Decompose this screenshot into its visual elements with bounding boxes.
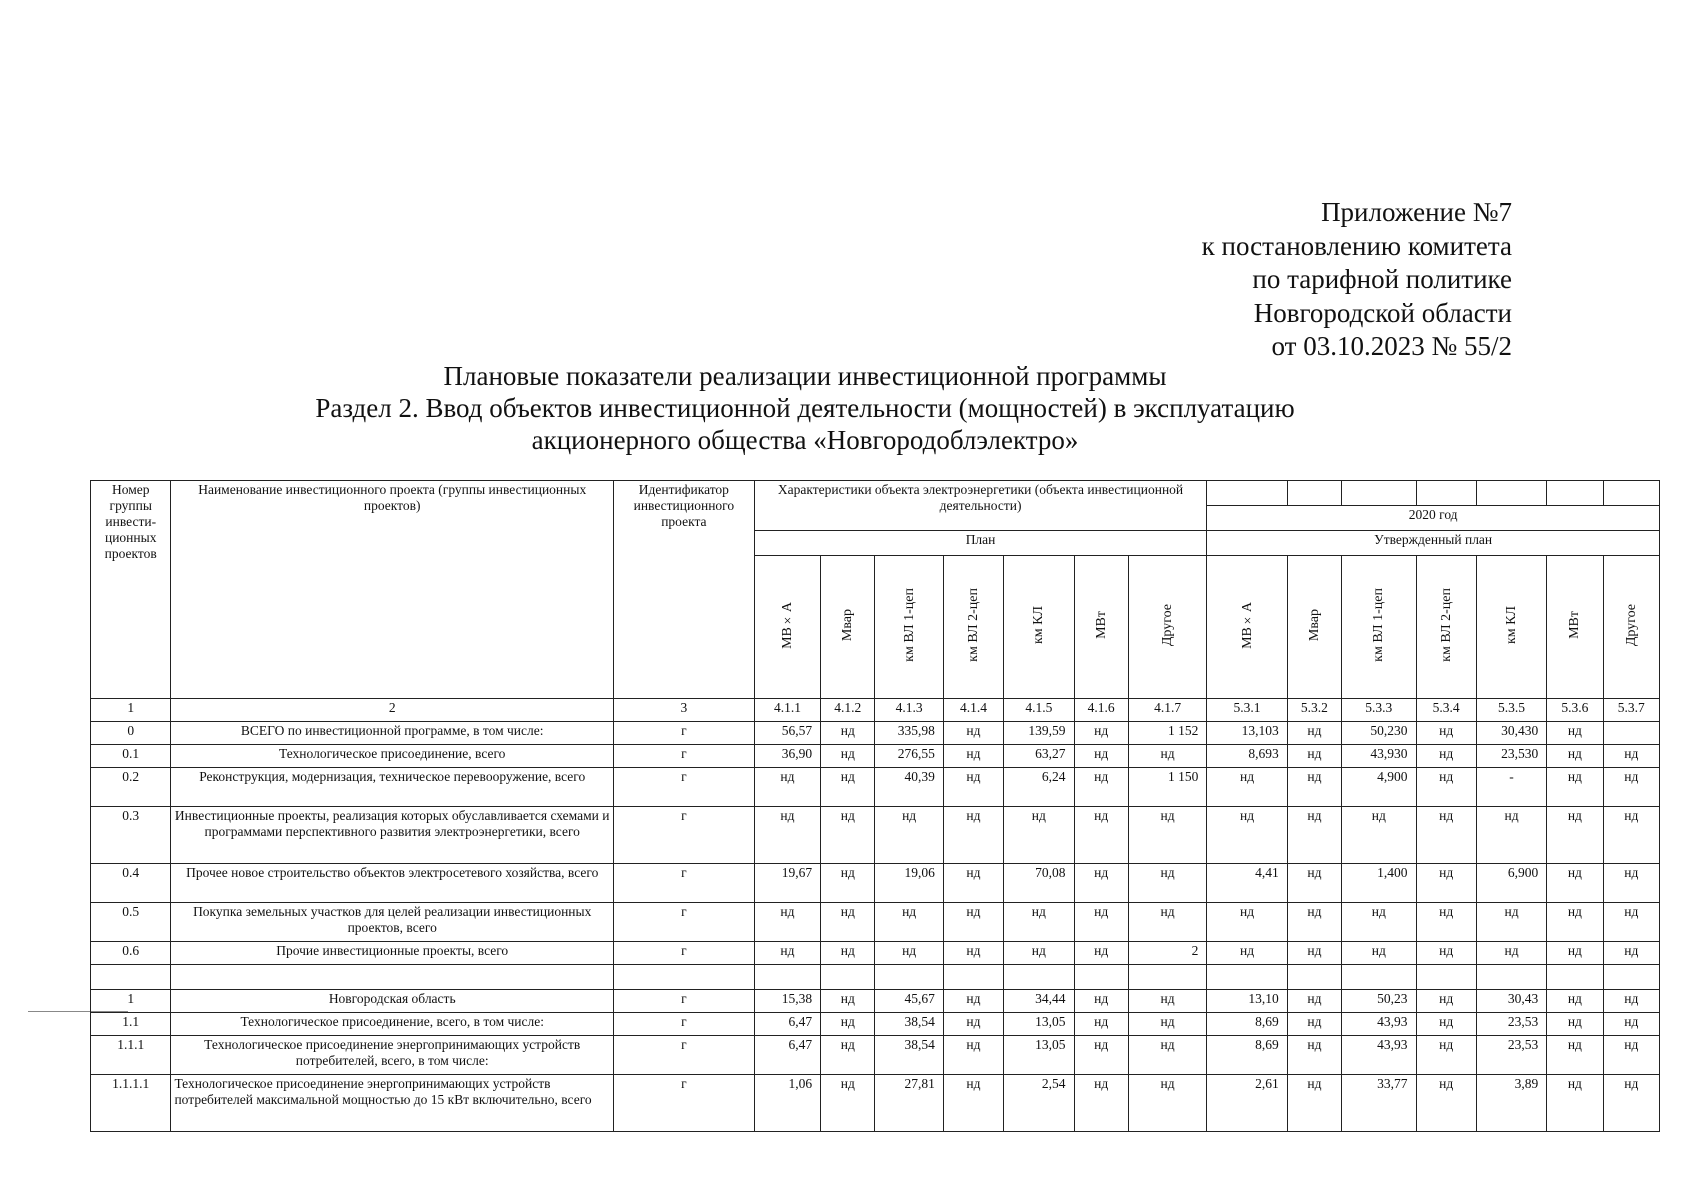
value-cell: нд bbox=[1074, 807, 1128, 864]
value-cell: 276,55 bbox=[875, 745, 943, 768]
unit-header-label: км КЛ bbox=[1031, 606, 1047, 644]
value-cell: 40,39 bbox=[875, 768, 943, 807]
value-cell: нд bbox=[821, 1013, 875, 1036]
value-cell: нд bbox=[754, 768, 820, 807]
value-cell: нд bbox=[754, 903, 820, 942]
unit-header-label: МВ×А bbox=[779, 601, 795, 649]
identifier-cell: г bbox=[613, 1013, 754, 1036]
value-cell: 4,900 bbox=[1342, 768, 1416, 807]
value-cell: нд bbox=[1287, 745, 1341, 768]
table-row bbox=[91, 1036, 1660, 1075]
project-name-cell: Прочие инвестиционные проекты, всего bbox=[171, 942, 614, 965]
value-cell: 38,54 bbox=[875, 1013, 943, 1036]
value-cell: 36,90 bbox=[754, 745, 820, 768]
value-cell: нд bbox=[1342, 807, 1416, 864]
header-group-number: Номер группы инвести-ционных проектов bbox=[91, 481, 171, 699]
value-cell: нд bbox=[1603, 942, 1659, 965]
group-number-cell: 0.6 bbox=[91, 942, 171, 965]
value-cell: 2,61 bbox=[1207, 1075, 1287, 1132]
value-cell: нд bbox=[943, 807, 1003, 864]
value-cell: 13,05 bbox=[1004, 1013, 1074, 1036]
value-cell: нд bbox=[1074, 942, 1128, 965]
identifier-cell: г bbox=[613, 768, 754, 807]
table-row bbox=[91, 722, 1660, 745]
project-name-cell: Инвестиционные проекты, реализация которых обуславливается схемами и программами перспективного развития электроэнергетики, всего bbox=[171, 807, 614, 864]
indicators-table bbox=[90, 480, 1660, 1132]
value-cell: нд bbox=[1004, 807, 1074, 864]
group-number-cell: 1.1 bbox=[91, 1013, 171, 1036]
value-cell: 50,23 bbox=[1342, 990, 1416, 1013]
value-cell: 3,89 bbox=[1476, 1075, 1546, 1132]
value-cell: нд bbox=[1416, 722, 1476, 745]
value-cell: 13,103 bbox=[1207, 722, 1287, 745]
value-cell: нд bbox=[1603, 1075, 1659, 1132]
group-number-cell: 1.1.1.1 bbox=[91, 1075, 171, 1132]
value-cell: 43,93 bbox=[1342, 1013, 1416, 1036]
unit-header-label: км ВЛ 2-цеп bbox=[1438, 588, 1454, 662]
value-cell: нд bbox=[943, 745, 1003, 768]
value-cell: 8,69 bbox=[1207, 1013, 1287, 1036]
column-number-cell: 4.1.7 bbox=[1128, 699, 1207, 722]
value-cell: 23,53 bbox=[1476, 1036, 1546, 1075]
value-cell: нд bbox=[1074, 1075, 1128, 1132]
value-cell: нд bbox=[1416, 807, 1476, 864]
project-name-cell: Технологическое присоединение, всего bbox=[171, 745, 614, 768]
identifier-cell: г bbox=[613, 807, 754, 864]
value-cell: нд bbox=[1603, 1013, 1659, 1036]
blank-cell bbox=[1004, 965, 1074, 990]
value-cell: 27,81 bbox=[875, 1075, 943, 1132]
value-cell: 4,41 bbox=[1207, 864, 1287, 903]
identifier-cell: г bbox=[613, 1036, 754, 1075]
value-cell: нд bbox=[1207, 903, 1287, 942]
column-number-cell: 5.3.1 bbox=[1207, 699, 1287, 722]
header-characteristics: Характеристики объекта электроэнергетики (объекта инвестиционной деятельности) bbox=[754, 481, 1207, 531]
value-cell: нд bbox=[1547, 1075, 1603, 1132]
header-row-numbers bbox=[91, 699, 1660, 722]
value-cell: нд bbox=[1287, 1036, 1341, 1075]
value-cell: 6,47 bbox=[754, 1036, 820, 1075]
column-number-cell: 2 bbox=[171, 699, 614, 722]
value-cell: 335,98 bbox=[875, 722, 943, 745]
appendix-block bbox=[1202, 196, 1512, 364]
title-line: Плановые показатели реализации инвестиционной программы bbox=[443, 361, 1167, 391]
value-cell: нд bbox=[1074, 722, 1128, 745]
value-cell: нд bbox=[1342, 903, 1416, 942]
blank-cell bbox=[943, 965, 1003, 990]
blank-row bbox=[91, 965, 1660, 990]
value-cell: 70,08 bbox=[1004, 864, 1074, 903]
table-row bbox=[91, 903, 1660, 942]
value-cell: нд bbox=[1074, 990, 1128, 1013]
value-cell: 33,77 bbox=[1342, 1075, 1416, 1132]
title-line: Раздел 2. Ввод объектов инвестиционной деятельности (мощностей) в эксплуатацию bbox=[315, 393, 1295, 423]
value-cell: нд bbox=[943, 1013, 1003, 1036]
appendix-line: к постановлению комитета bbox=[1201, 230, 1512, 261]
column-number-cell: 5.3.7 bbox=[1603, 699, 1659, 722]
title-line: акционерного общества «Новгородоблэлектро» bbox=[531, 425, 1079, 455]
blank-cell bbox=[821, 965, 875, 990]
value-cell: нд bbox=[1128, 807, 1207, 864]
column-number-cell: 5.3.5 bbox=[1476, 699, 1546, 722]
group-number-cell: 0.1 bbox=[91, 745, 171, 768]
unit-header-label: МВт bbox=[1093, 611, 1109, 639]
value-cell: нд bbox=[1128, 1036, 1207, 1075]
empty-header-cell bbox=[1476, 481, 1546, 506]
blank-cell bbox=[875, 965, 943, 990]
unit-header-cell bbox=[1342, 556, 1416, 699]
value-cell: нд bbox=[1416, 990, 1476, 1013]
value-cell: нд bbox=[1416, 1075, 1476, 1132]
group-number-cell: 1 bbox=[91, 990, 171, 1013]
value-cell: нд bbox=[1416, 1013, 1476, 1036]
value-cell: нд bbox=[1128, 990, 1207, 1013]
unit-header-cell bbox=[1476, 556, 1546, 699]
unit-header-label: Другое bbox=[1160, 603, 1176, 647]
value-cell: 6,24 bbox=[1004, 768, 1074, 807]
value-cell: 6,47 bbox=[754, 1013, 820, 1036]
value-cell: нд bbox=[1287, 903, 1341, 942]
empty-header-cell bbox=[1287, 481, 1341, 506]
appendix-line: Новгородской области bbox=[1253, 297, 1512, 328]
value-cell: нд bbox=[1074, 864, 1128, 903]
project-name-cell: Новгородская область bbox=[171, 990, 614, 1013]
value-cell: нд bbox=[1547, 1013, 1603, 1036]
identifier-cell: г bbox=[613, 903, 754, 942]
unit-header-cell bbox=[754, 556, 820, 699]
column-number-cell: 3 bbox=[613, 699, 754, 722]
value-cell: 1 152 bbox=[1128, 722, 1207, 745]
appendix-line: по тарифной политике bbox=[1252, 264, 1512, 294]
value-cell: нд bbox=[1287, 864, 1341, 903]
value-cell: нд bbox=[875, 942, 943, 965]
identifier-cell: г bbox=[613, 990, 754, 1013]
value-cell: нд bbox=[1603, 864, 1659, 903]
value-cell: нд bbox=[1287, 1013, 1341, 1036]
blank-cell bbox=[1416, 965, 1476, 990]
value-cell: 8,693 bbox=[1207, 745, 1287, 768]
value-cell: нд bbox=[1476, 807, 1546, 864]
value-cell: нд bbox=[1004, 903, 1074, 942]
identifier-cell: г bbox=[613, 1075, 754, 1132]
value-cell: 30,43 bbox=[1476, 990, 1546, 1013]
unit-header-cell bbox=[1287, 556, 1341, 699]
unit-header-label: Мвар bbox=[1306, 608, 1322, 642]
value-cell: 63,27 bbox=[1004, 745, 1074, 768]
value-cell: 19,67 bbox=[754, 864, 820, 903]
value-cell: нд bbox=[1603, 745, 1659, 768]
unit-header-label: Другое bbox=[1623, 603, 1639, 647]
value-cell: 23,53 bbox=[1476, 1013, 1546, 1036]
value-cell: нд bbox=[1547, 942, 1603, 965]
table-row bbox=[91, 745, 1660, 768]
value-cell: нд bbox=[1547, 903, 1603, 942]
empty-header-cell bbox=[1416, 481, 1476, 506]
value-cell: нд bbox=[1128, 1013, 1207, 1036]
unit-header-cell bbox=[821, 556, 875, 699]
unit-header-cell bbox=[1547, 556, 1603, 699]
project-name-cell: ВСЕГО по инвестиционной программе, в том числе: bbox=[171, 722, 614, 745]
value-cell: нд bbox=[1128, 745, 1207, 768]
value-cell: нд bbox=[1416, 768, 1476, 807]
column-number-cell: 5.3.4 bbox=[1416, 699, 1476, 722]
unit-header-label: МВ×А bbox=[1239, 601, 1255, 649]
value-cell: нд bbox=[943, 990, 1003, 1013]
table-row bbox=[91, 942, 1660, 965]
group-number-cell: 0.4 bbox=[91, 864, 171, 903]
value-cell: нд bbox=[1416, 745, 1476, 768]
value-cell: 38,54 bbox=[875, 1036, 943, 1075]
value-cell: нд bbox=[1074, 745, 1128, 768]
value-cell: нд bbox=[821, 807, 875, 864]
table-row bbox=[91, 1075, 1660, 1132]
empty-header-cell bbox=[1603, 481, 1659, 506]
project-name-cell: Прочее новое строительство объектов электросетевого хозяйства, всего bbox=[171, 864, 614, 903]
header-row-top bbox=[91, 481, 1660, 506]
unit-header-cell bbox=[875, 556, 943, 699]
value-cell: нд bbox=[1207, 807, 1287, 864]
value-cell: нд bbox=[1547, 990, 1603, 1013]
project-name-cell: Технологическое присоединение энергопринимающих устройств потребителей максимальной мощностью до 15 кВт включительно, всего bbox=[171, 1075, 614, 1132]
value-cell: 50,230 bbox=[1342, 722, 1416, 745]
value-cell: 2 bbox=[1128, 942, 1207, 965]
value-cell: 30,430 bbox=[1476, 722, 1546, 745]
value-cell: нд bbox=[1476, 942, 1546, 965]
group-number-cell: 0.5 bbox=[91, 903, 171, 942]
value-cell: нд bbox=[1603, 990, 1659, 1013]
unit-header-cell bbox=[1416, 556, 1476, 699]
value-cell bbox=[1603, 722, 1659, 745]
group-number-cell: 0.3 bbox=[91, 807, 171, 864]
blank-cell bbox=[91, 965, 171, 990]
value-cell: нд bbox=[821, 864, 875, 903]
value-cell: 1,06 bbox=[754, 1075, 820, 1132]
unit-header-label: Мвар bbox=[840, 608, 856, 642]
value-cell: нд bbox=[821, 1036, 875, 1075]
value-cell: нд bbox=[1004, 942, 1074, 965]
value-cell: 8,69 bbox=[1207, 1036, 1287, 1075]
value-cell: нд bbox=[943, 722, 1003, 745]
value-cell: 19,06 bbox=[875, 864, 943, 903]
value-cell: нд bbox=[1416, 1036, 1476, 1075]
value-cell: нд bbox=[1074, 768, 1128, 807]
value-cell: 23,530 bbox=[1476, 745, 1546, 768]
blank-cell bbox=[613, 965, 754, 990]
column-number-cell: 5.3.2 bbox=[1287, 699, 1341, 722]
value-cell: 6,900 bbox=[1476, 864, 1546, 903]
value-cell: нд bbox=[1547, 745, 1603, 768]
group-number-cell: 1.1.1 bbox=[91, 1036, 171, 1075]
value-cell: 2,54 bbox=[1004, 1075, 1074, 1132]
blank-cell bbox=[1476, 965, 1546, 990]
column-number-cell: 4.1.5 bbox=[1004, 699, 1074, 722]
blank-cell bbox=[1207, 965, 1287, 990]
header-plan: План bbox=[754, 531, 1207, 556]
identifier-cell: г bbox=[613, 864, 754, 903]
header-year: 2020 год bbox=[1207, 506, 1660, 531]
header-identifier: Идентификатор инвестиционного проекта bbox=[613, 481, 754, 699]
value-cell: нд bbox=[1074, 1036, 1128, 1075]
value-cell: нд bbox=[821, 745, 875, 768]
column-number-cell: 4.1.6 bbox=[1074, 699, 1128, 722]
column-number-cell: 4.1.2 bbox=[821, 699, 875, 722]
identifier-cell: г bbox=[613, 745, 754, 768]
column-number-cell: 5.3.3 bbox=[1342, 699, 1416, 722]
identifier-cell: г bbox=[613, 942, 754, 965]
value-cell: 34,44 bbox=[1004, 990, 1074, 1013]
unit-header-cell bbox=[1004, 556, 1074, 699]
group-number-cell: 0.2 bbox=[91, 768, 171, 807]
unit-header-cell bbox=[1128, 556, 1207, 699]
value-cell: нд bbox=[1128, 1075, 1207, 1132]
value-cell: 43,93 bbox=[1342, 1036, 1416, 1075]
value-cell: 1,400 bbox=[1342, 864, 1416, 903]
value-cell: нд bbox=[1603, 807, 1659, 864]
value-cell: нд bbox=[1287, 1075, 1341, 1132]
blank-cell bbox=[171, 965, 614, 990]
value-cell: нд bbox=[943, 1036, 1003, 1075]
blank-cell bbox=[754, 965, 820, 990]
unit-header-label: МВт bbox=[1567, 611, 1583, 639]
column-number-cell: 4.1.4 bbox=[943, 699, 1003, 722]
value-cell: нд bbox=[821, 990, 875, 1013]
value-cell: нд bbox=[943, 1075, 1003, 1132]
unit-header-label: км ВЛ 1-цеп bbox=[901, 588, 917, 662]
value-cell: нд bbox=[1547, 722, 1603, 745]
value-cell: нд bbox=[943, 768, 1003, 807]
value-cell: нд bbox=[821, 903, 875, 942]
value-cell: нд bbox=[1603, 1036, 1659, 1075]
value-cell: нд bbox=[1128, 903, 1207, 942]
table-row bbox=[91, 864, 1660, 903]
unit-header-label: км ВЛ 1-цеп bbox=[1371, 588, 1387, 662]
header-project-name: Наименование инвестиционного проекта (группы инвестиционных проектов) bbox=[171, 481, 614, 699]
value-cell: 15,38 bbox=[754, 990, 820, 1013]
value-cell: нд bbox=[821, 722, 875, 745]
value-cell: нд bbox=[821, 1075, 875, 1132]
value-cell: нд bbox=[1074, 903, 1128, 942]
unit-header-cell bbox=[943, 556, 1003, 699]
value-cell: нд bbox=[1128, 864, 1207, 903]
value-cell: нд bbox=[754, 807, 820, 864]
value-cell: нд bbox=[1603, 768, 1659, 807]
value-cell: нд bbox=[1074, 1013, 1128, 1036]
value-cell: нд bbox=[875, 903, 943, 942]
column-number-cell: 1 bbox=[91, 699, 171, 722]
project-name-cell: Технологическое присоединение энергопринимающих устройств потребителей, всего, в том числе: bbox=[171, 1036, 614, 1075]
value-cell: нд bbox=[754, 942, 820, 965]
value-cell: нд bbox=[1547, 1036, 1603, 1075]
value-cell: 13,05 bbox=[1004, 1036, 1074, 1075]
value-cell: 43,930 bbox=[1342, 745, 1416, 768]
value-cell: нд bbox=[1287, 807, 1341, 864]
column-number-cell: 5.3.6 bbox=[1547, 699, 1603, 722]
value-cell: 1 150 bbox=[1128, 768, 1207, 807]
project-name-cell: Технологическое присоединение, всего, в том числе: bbox=[171, 1013, 614, 1036]
blank-cell bbox=[1074, 965, 1128, 990]
value-cell: нд bbox=[1416, 942, 1476, 965]
value-cell: нд bbox=[1476, 903, 1546, 942]
value-cell: нд bbox=[943, 864, 1003, 903]
project-name-cell: Реконструкция, модернизация, техническое перевооружение, всего bbox=[171, 768, 614, 807]
unit-header-cell bbox=[1207, 556, 1287, 699]
value-cell: нд bbox=[1547, 864, 1603, 903]
value-cell: нд bbox=[1287, 942, 1341, 965]
value-cell: нд bbox=[1287, 768, 1341, 807]
blank-cell bbox=[1287, 965, 1341, 990]
group-number-cell: 0 bbox=[91, 722, 171, 745]
unit-header-cell bbox=[1074, 556, 1128, 699]
table-row bbox=[91, 1013, 1660, 1036]
value-cell: 45,67 bbox=[875, 990, 943, 1013]
table-row bbox=[91, 990, 1660, 1013]
unit-header-cell bbox=[1603, 556, 1659, 699]
value-cell: нд bbox=[821, 768, 875, 807]
column-number-cell: 4.1.1 bbox=[754, 699, 820, 722]
table-row bbox=[91, 807, 1660, 864]
empty-header-cell bbox=[1207, 481, 1287, 506]
value-cell: нд bbox=[821, 942, 875, 965]
column-number-cell: 4.1.3 bbox=[875, 699, 943, 722]
value-cell: нд bbox=[1603, 903, 1659, 942]
blank-cell bbox=[1547, 965, 1603, 990]
value-cell: нд bbox=[1547, 768, 1603, 807]
empty-header-cell bbox=[1547, 481, 1603, 506]
value-cell: нд bbox=[1207, 942, 1287, 965]
table-body bbox=[91, 722, 1660, 1132]
value-cell: нд bbox=[943, 942, 1003, 965]
unit-header-label: км КЛ bbox=[1504, 606, 1520, 644]
blank-cell bbox=[1603, 965, 1659, 990]
appendix-line: Приложение №7 bbox=[1321, 197, 1512, 227]
table-row bbox=[91, 768, 1660, 807]
value-cell: нд bbox=[1547, 807, 1603, 864]
value-cell: нд bbox=[1342, 942, 1416, 965]
value-cell: - bbox=[1476, 768, 1546, 807]
value-cell: нд bbox=[943, 903, 1003, 942]
empty-header-cell bbox=[1342, 481, 1416, 506]
value-cell: 139,59 bbox=[1004, 722, 1074, 745]
appendix-line: от 03.10.2023 № 55/2 bbox=[1271, 331, 1512, 361]
identifier-cell: г bbox=[613, 722, 754, 745]
value-cell: нд bbox=[1287, 990, 1341, 1013]
value-cell: нд bbox=[1207, 768, 1287, 807]
value-cell: нд bbox=[1416, 864, 1476, 903]
blank-cell bbox=[1342, 965, 1416, 990]
value-cell: 56,57 bbox=[754, 722, 820, 745]
value-cell: 13,10 bbox=[1207, 990, 1287, 1013]
project-name-cell: Покупка земельных участков для целей реализации инвестиционных проектов, всего bbox=[171, 903, 614, 942]
blank-cell bbox=[1128, 965, 1207, 990]
document-title bbox=[300, 360, 1310, 456]
value-cell: нд bbox=[1287, 722, 1341, 745]
value-cell: нд bbox=[875, 807, 943, 864]
unit-header-label: км ВЛ 2-цеп bbox=[965, 588, 981, 662]
header-approved-plan: Утвержденный план bbox=[1207, 531, 1660, 556]
value-cell: нд bbox=[1416, 903, 1476, 942]
